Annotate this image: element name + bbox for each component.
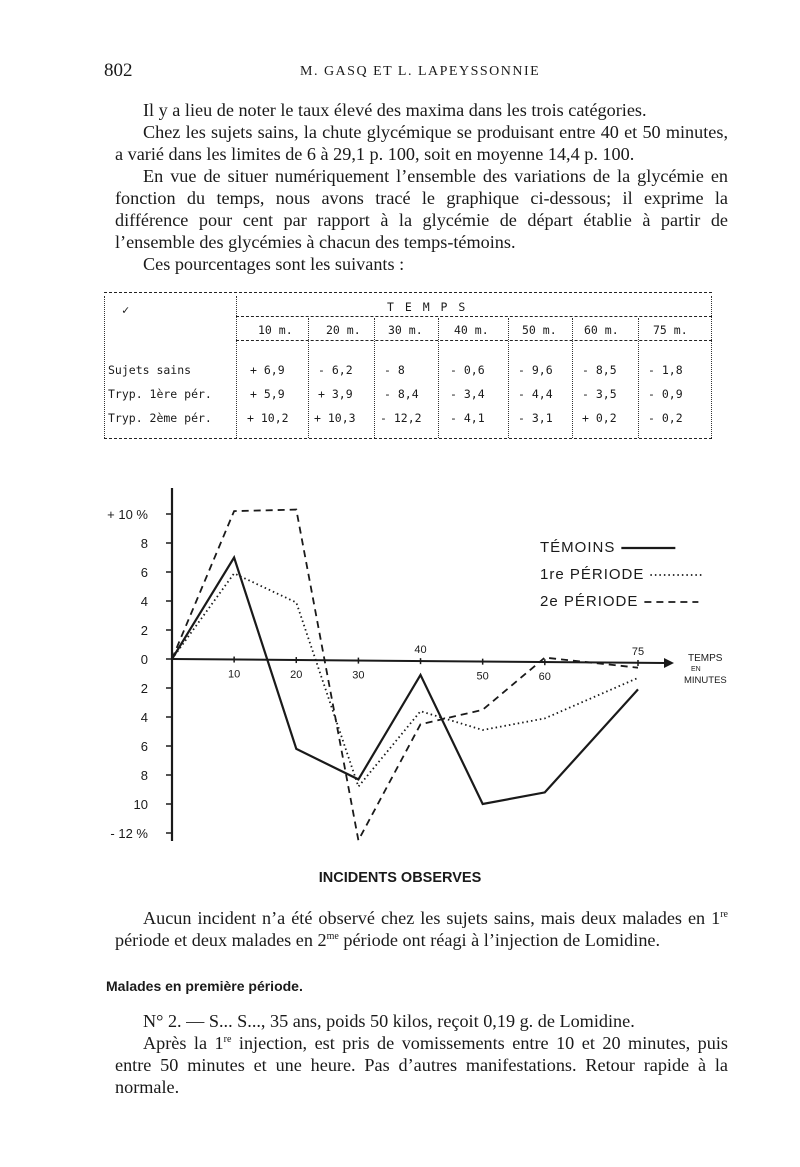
x-tick-label: 60 xyxy=(538,671,551,684)
table-col-40: 40 m. xyxy=(454,323,489,337)
table-cell: - 0,6 xyxy=(450,363,485,377)
y-tick-label: 4 xyxy=(140,594,148,609)
glycemia-chart xyxy=(100,480,740,860)
table-cell: - 0,2 xyxy=(648,411,683,425)
x-axis-label: MINUTES xyxy=(684,675,727,686)
table-cell: - 6,2 xyxy=(318,363,353,377)
y-tick-label: 10 xyxy=(133,797,148,812)
x-axis-arrow xyxy=(664,658,674,668)
table-sep xyxy=(572,318,573,438)
y-tick-label: - 12 % xyxy=(110,826,148,841)
incidents-text-b: période et deux malades en 2 xyxy=(115,930,327,950)
legend-label: 1re PÉRIODE xyxy=(540,566,645,583)
table-cell: - 3,5 xyxy=(582,387,617,401)
table-temps-header: T E M P S xyxy=(387,300,468,314)
table-cell: - 4,1 xyxy=(450,411,485,425)
malades-text-b: injection, est pris de vomissements entre 10 et 20 minutes, puis entre 50 minutes et une heure. Pas d’autres manifestations. Retour rapide à la normale. xyxy=(115,1033,729,1097)
table-cell: + 10,2 xyxy=(247,411,289,425)
y-tick-label: 8 xyxy=(140,768,148,783)
page-number: 802 xyxy=(104,60,133,81)
legend-label: 2e PÉRIODE xyxy=(540,593,639,610)
table-cell: + 5,9 xyxy=(250,387,285,401)
x-tick-label: 40 xyxy=(414,644,427,657)
table-sep xyxy=(104,296,105,438)
malades-sup-a: re xyxy=(223,1033,232,1045)
table-sep xyxy=(438,318,439,438)
table-sep xyxy=(236,296,237,438)
table-cell: - 12,2 xyxy=(380,411,422,425)
table-cell: - 8 xyxy=(384,363,405,377)
table-corner-mark: ✓ xyxy=(122,303,130,317)
table-col-50: 50 m. xyxy=(522,323,557,337)
table-cell: - 8,4 xyxy=(384,387,419,401)
x-axis-label: EN xyxy=(691,666,701,673)
table-cell: + 0,2 xyxy=(582,411,617,425)
y-tick-label: 4 xyxy=(140,710,148,725)
table-cell: + 6,9 xyxy=(250,363,285,377)
chart-svg xyxy=(100,480,740,860)
table-col-30: 30 m. xyxy=(388,323,423,337)
incidents-text-c: période ont réagi à l’injection de Lomidine. xyxy=(338,930,661,950)
malades-heading: Malades en première période. xyxy=(106,978,303,994)
table-col-10: 10 m. xyxy=(258,323,293,337)
series-line-dashed xyxy=(172,510,638,841)
table-row-label: Tryp. 2ème pér. xyxy=(108,411,212,425)
table-cell: + 10,3 xyxy=(314,411,356,425)
table-cell: + 3,9 xyxy=(318,387,353,401)
table-col-20: 20 m. xyxy=(326,323,361,337)
intro-paragraph-1: Il y a lieu de noter le taux élevé des maxima dans les trois catégories. xyxy=(143,100,647,120)
table-rule-temps xyxy=(236,316,712,317)
incidents-sup-b: me xyxy=(326,930,339,942)
table-cell: - 1,8 xyxy=(648,363,683,377)
incidents-heading: INCIDENTS OBSERVES xyxy=(318,870,482,886)
y-tick-label: + 10 % xyxy=(107,507,148,522)
x-tick-label: 50 xyxy=(476,670,489,683)
table-sep xyxy=(508,318,509,438)
x-tick-label: 20 xyxy=(290,669,303,682)
y-tick-label: 8 xyxy=(140,536,148,551)
intro-paragraph-2: Chez les sujets sains, la chute glycémique se produisant entre 40 et 50 minutes, a varié dans les limites de 6 à 29,1 p. 100, soit en moyenne 14,4 p. 100. xyxy=(115,122,728,164)
y-tick-label: 2 xyxy=(140,681,148,696)
table-row-label: Tryp. 1ère pér. xyxy=(108,387,212,401)
malades-text xyxy=(115,1010,728,1098)
y-tick-label: 6 xyxy=(140,565,148,580)
table-col-75: 75 m. xyxy=(653,323,688,337)
y-tick-label: 6 xyxy=(140,739,148,754)
table-cell: - 9,6 xyxy=(518,363,553,377)
incidents-text-a: Aucun incident n’a été observé chez les sujets sains, mais deux malades en 1 xyxy=(143,908,721,928)
table-cell: - 3,4 xyxy=(450,387,485,401)
intro-paragraph-3: En vue de situer numériquement l’ensemble des variations de la glycémie en fonction du temps, nous avons tracé le graphique ci-dessous; il exprime la différence pour cent par rapport à la glycémie de départ établie à partir de l’ensemble des glycémies à chacun des temps-témoins. xyxy=(115,166,728,252)
x-tick-label: 30 xyxy=(352,669,365,682)
incidents-sup-a: re xyxy=(720,908,728,920)
x-tick-label: 75 xyxy=(631,646,645,658)
case-line: N° 2. — S... S..., 35 ans, poids 50 kilos, reçoit 0,19 g. de Lomidine. xyxy=(143,1011,635,1031)
table-sep xyxy=(711,296,712,438)
table-sep xyxy=(308,318,309,438)
intro-paragraph-4: Ces pourcentages sont les suivants : xyxy=(143,254,405,274)
table-rule-top xyxy=(104,292,712,293)
table-cell: - 3,1 xyxy=(518,411,553,425)
table-col-60: 60 m. xyxy=(584,323,619,337)
y-tick-label: 2 xyxy=(140,623,148,638)
x-tick-label: 10 xyxy=(228,668,241,681)
table-sep xyxy=(638,318,639,438)
table-rule-bottom xyxy=(104,438,712,439)
y-tick-label: 0 xyxy=(140,652,148,667)
table-cell: - 4,4 xyxy=(518,387,553,401)
malades-text-a: Après la 1 xyxy=(143,1033,224,1053)
table-row-label: Sujets sains xyxy=(108,363,192,377)
legend-label: TÉMOINS xyxy=(540,539,616,556)
table-sep xyxy=(374,318,375,438)
running-head: M. GASQ ET L. LAPEYSSONNIE xyxy=(300,64,541,79)
intro-text xyxy=(115,99,728,275)
x-axis xyxy=(172,659,666,663)
incidents-text xyxy=(115,907,728,951)
table-cell: - 0,9 xyxy=(648,387,683,401)
x-axis-label: TEMPS xyxy=(688,653,723,664)
table-cell: - 8,5 xyxy=(582,363,617,377)
